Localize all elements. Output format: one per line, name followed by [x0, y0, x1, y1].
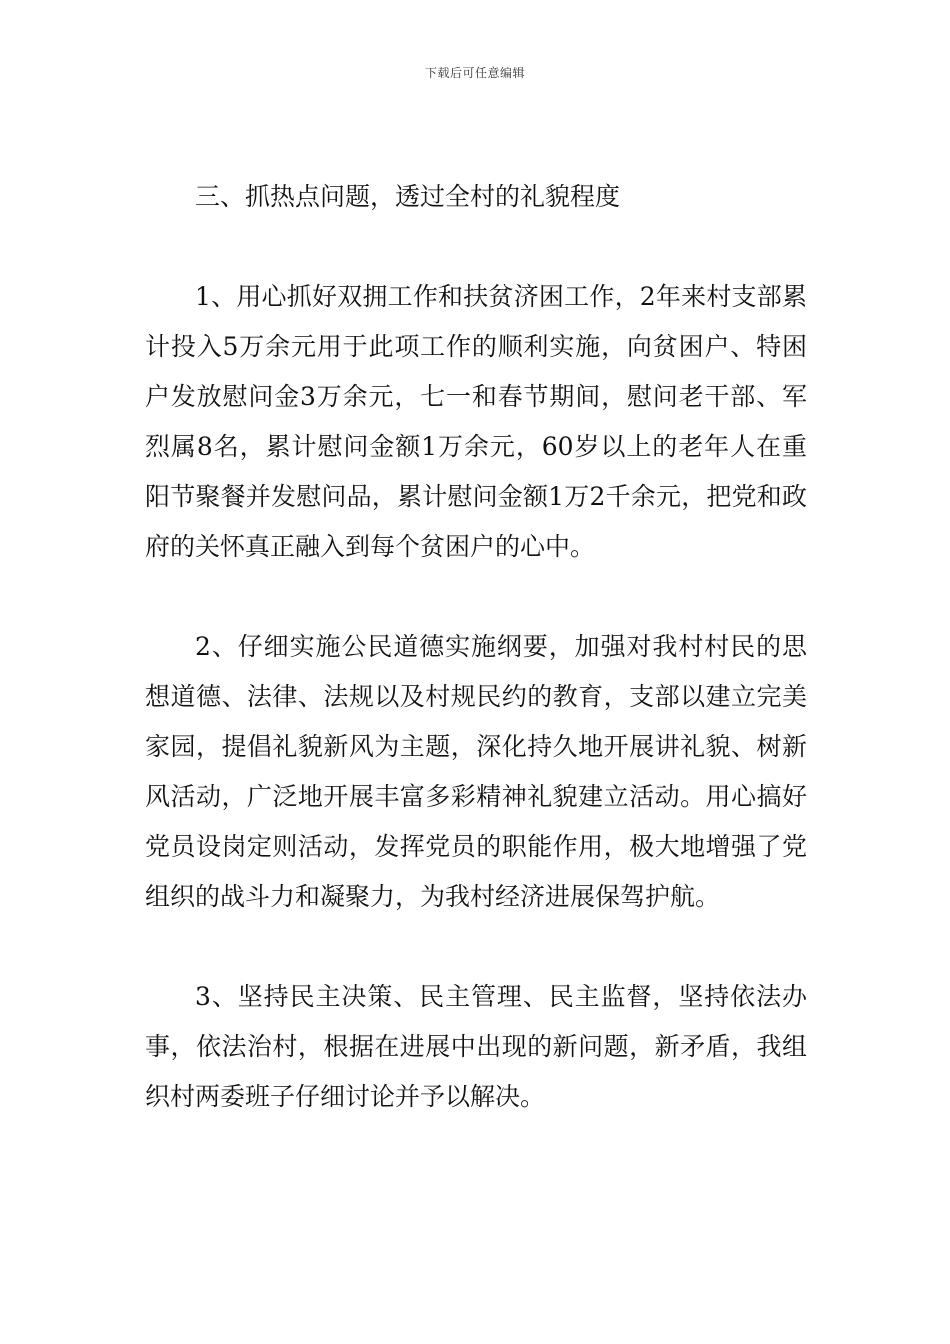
paragraph-1: 1、用心抓好双拥工作和扶贫济困工作，2年来村支部累计投入5万余元用于此项工作的顺利实施，向贫困户、特困户发放慰问金3万余元，七一和春节期间，慰问老干部、军烈属8名，累计慰问金额1万余元，60岁以上的老年人在重阳节聚餐并发慰问品，累计慰问金额1万2千余元，把党和政府的关怀真正融入到每个贫困户的心中。 — [145, 282, 807, 561]
page-header: 下载后可任意编辑 — [424, 66, 525, 80]
paragraph-3: 3、坚持民主决策、民主管理、民主监督，坚持依法办事，依法治村，根据在进展中出现的新问题，新矛盾，我组织村两委班子仔细讨论并予以解决。 — [145, 982, 807, 1111]
paragraph-2: 2、仔细实施公民道德实施纲要，加强对我村村民的思想道德、法律、法规以及村规民约的教育，支部以建立完美家园，提倡礼貌新风为主题，深化持久地开展讲礼貌、树新风活动，广泛地开展丰富多彩精神礼貌建立活动。用心搞好党员设岗定则活动，发挥党员的职能作用，极大地增强了党组织的战斗力和凝聚力，为我村经济进展保驾护航。 — [145, 632, 807, 911]
section-heading: 三、抓热点问题，透过全村的礼貌程度 — [195, 182, 621, 211]
document-body — [145, 172, 807, 1172]
